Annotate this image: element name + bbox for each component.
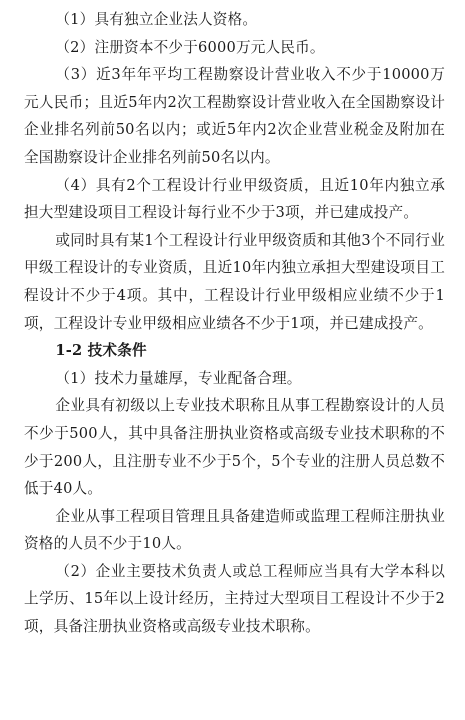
paragraph-technical-strength: （1）技术力量雄厚，专业配备合理。: [55, 369, 302, 387]
paragraph-industry-qualifications: （4）具有2个工程设计行业甲级资质，且近10年内独立承担大型建设项目工程设计每行业不少于3项，并已建成投产。: [24, 176, 445, 222]
paragraph-registered-capital: （2）注册资本不少于6000万元人民币。: [55, 38, 325, 56]
paragraph-staff-requirements: 企业具有初级以上专业技术职称且从事工程勘察设计的人员不少于500人，其中具备注册执业资格或高级专业技术职称的不少于200人，且注册专业不少于5个，5个专业的注册人员总数不低于40人。: [24, 397, 445, 498]
paragraph-project-management-staff: 企业从事工程项目管理且具备建造师或监理工程师注册执业资格的人员不少于10人。: [24, 507, 445, 553]
paragraph-alternative-qualifications: 或同时具有某1个工程设计行业甲级资质和其他3个不同行业甲级工程设计的专业资质，且近10年内独立承担大型建设项目工程设计不少于4项。其中，工程设计行业甲级相应业绩不少于1项，工程设计专业甲级相应业绩各不少于1项，并已建成投产。: [24, 231, 445, 332]
paragraph-independent-legal-person: （1）具有独立企业法人资格。: [55, 11, 258, 28]
section-heading-technical-conditions: 1-2 技术条件: [55, 342, 147, 360]
paragraph-chief-engineer: （2）企业主要技术负责人或总工程师应当具有大学本科以上学历、15年以上设计经历，主持过大型项目工程设计不少于2项，具备注册执业资格或高级专业技术职称。: [24, 562, 445, 636]
paragraph-annual-revenue: （3）近3年年平均工程勘察设计营业收入不少于10000万元人民币；且近5年内2次工程勘察设计营业收入在全国勘察设计企业排名列前50名以内；或近5年内2次企业营业税金及附加在全国勘察设计企业排名列前50名以内。: [24, 66, 445, 166]
